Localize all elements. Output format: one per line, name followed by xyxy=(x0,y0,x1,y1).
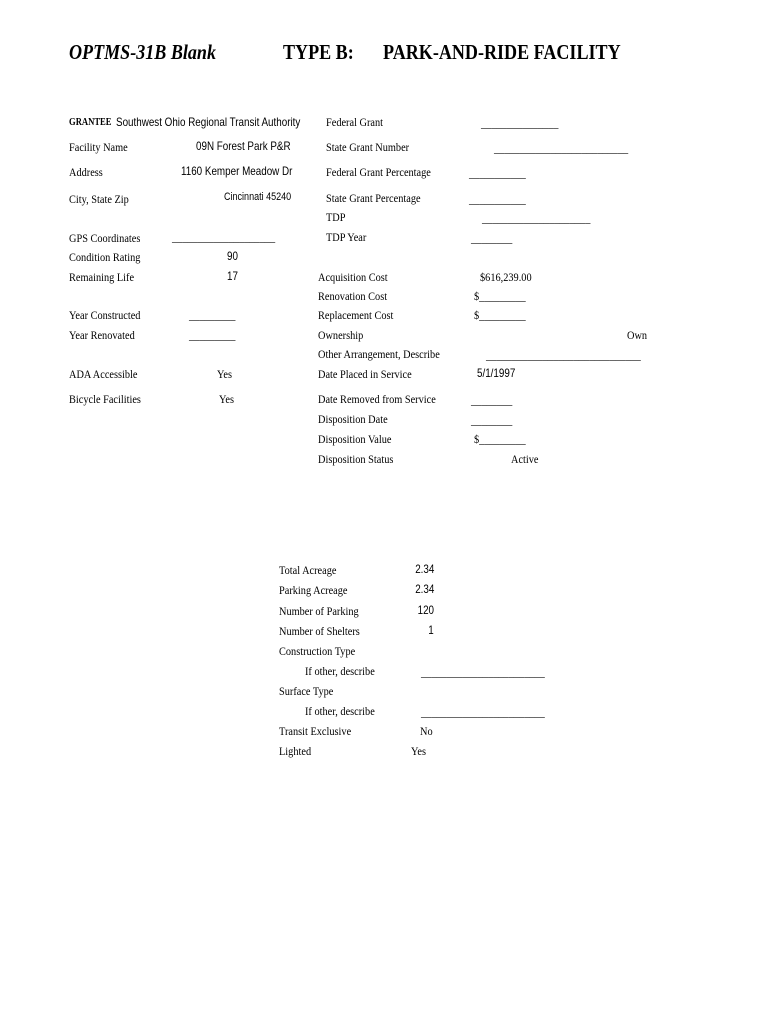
construction-type-label: Construction Type xyxy=(279,644,356,658)
number-of-parking-label: Number of Parking xyxy=(279,604,359,618)
federal-grant-value: _______________ xyxy=(481,116,559,130)
date-removed-label: Date Removed from Service xyxy=(318,392,436,406)
state-grant-percentage-value: ___________ xyxy=(469,192,526,206)
state-grant-percentage-label: State Grant Percentage xyxy=(326,191,421,205)
date-placed-in-service-label: Date Placed in Service xyxy=(318,367,412,381)
acquisition-cost-label: Acquisition Cost xyxy=(318,270,388,284)
gps-coordinates-label: GPS Coordinates xyxy=(69,231,141,245)
bicycle-facilities-label: Bicycle Facilities xyxy=(69,392,141,406)
tdp-value: _____________________ xyxy=(482,211,591,225)
renovation-cost-label: Renovation Cost xyxy=(318,289,388,303)
parking-acreage-label: Parking Acreage xyxy=(279,583,348,597)
disposition-status-value: Active xyxy=(511,452,539,466)
grantee-label: GRANTEE xyxy=(69,117,112,128)
condition-rating-label: Condition Rating xyxy=(69,250,141,264)
total-acreage-value: 2.34 xyxy=(414,562,434,576)
date-placed-in-service-value: 5/1/1997 xyxy=(477,366,516,380)
surface-other-label: If other, describe xyxy=(305,704,375,718)
disposition-status-label: Disposition Status xyxy=(318,452,394,466)
total-acreage-label: Total Acreage xyxy=(279,563,337,577)
year-renovated-label: Year Renovated xyxy=(69,328,135,342)
surface-other-value: ________________________ xyxy=(421,705,545,719)
other-arrangement-label: Other Arrangement, Describe xyxy=(318,347,440,361)
replacement-cost-label: Replacement Cost xyxy=(318,308,394,322)
address-value: 1160 Kemper Meadow Dr xyxy=(181,164,293,178)
lighted-label: Lighted xyxy=(279,744,312,758)
tdp-label: TDP xyxy=(326,210,346,224)
city-state-zip-label: City, State Zip xyxy=(69,192,129,206)
city-state-zip-value: Cincinnati 45240 xyxy=(224,191,292,203)
ownership-label: Ownership xyxy=(318,328,364,342)
tdp-year-label: TDP Year xyxy=(326,230,367,244)
parking-acreage-value: 2.34 xyxy=(414,582,434,596)
federal-grant-percentage-value: ___________ xyxy=(469,166,526,180)
type-label: TYPE B: xyxy=(283,40,354,64)
ada-accessible-value: Yes xyxy=(217,367,233,381)
number-of-shelters-label: Number of Shelters xyxy=(279,624,360,638)
disposition-value-value: $_________ xyxy=(474,432,526,446)
year-constructed-value: _________ xyxy=(189,308,236,322)
facility-name-value: 09N Forest Park P&R xyxy=(196,139,291,153)
surface-type-label: Surface Type xyxy=(279,684,334,698)
gps-coordinates-value: ____________________ xyxy=(172,230,276,244)
federal-grant-label: Federal Grant xyxy=(326,115,384,129)
year-renovated-value: _________ xyxy=(189,328,236,342)
date-removed-value: ________ xyxy=(471,393,513,407)
other-arrangement-value: ______________________________ xyxy=(486,348,641,362)
acquisition-cost-value: $616,239.00 xyxy=(480,270,532,284)
lighted-value: Yes xyxy=(411,744,427,758)
grantee-value: Southwest Ohio Regional Transit Authority xyxy=(116,115,301,129)
replacement-cost-value: $_________ xyxy=(474,308,526,322)
tdp-year-value: ________ xyxy=(471,231,513,245)
ownership-value: Own xyxy=(627,328,648,342)
state-grant-number-value: __________________________ xyxy=(494,141,629,155)
facility-name-label: Facility Name xyxy=(69,140,128,154)
state-grant-number-label: State Grant Number xyxy=(326,140,410,154)
transit-exclusive-value: No xyxy=(420,724,433,738)
year-constructed-label: Year Constructed xyxy=(69,308,141,322)
number-of-shelters-value: 1 xyxy=(428,623,434,637)
transit-exclusive-label: Transit Exclusive xyxy=(279,724,352,738)
number-of-parking-value: 120 xyxy=(417,603,434,617)
renovation-cost-value: $_________ xyxy=(474,289,526,303)
disposition-date-value: ________ xyxy=(471,413,513,427)
federal-grant-percentage-label: Federal Grant Percentage xyxy=(326,165,431,179)
remaining-life-value: 17 xyxy=(227,269,238,283)
construction-other-value: ________________________ xyxy=(421,665,545,679)
facility-type-title: PARK-AND-RIDE FACILITY xyxy=(383,40,621,64)
condition-rating-value: 90 xyxy=(227,249,238,263)
form-id-title: OPTMS-31B Blank xyxy=(69,40,217,64)
remaining-life-label: Remaining Life xyxy=(69,270,135,284)
disposition-date-label: Disposition Date xyxy=(318,412,388,426)
bicycle-facilities-value: Yes xyxy=(219,392,235,406)
ada-accessible-label: ADA Accessible xyxy=(69,367,138,381)
address-label: Address xyxy=(69,165,103,179)
disposition-value-label: Disposition Value xyxy=(318,432,392,446)
construction-other-label: If other, describe xyxy=(305,664,375,678)
